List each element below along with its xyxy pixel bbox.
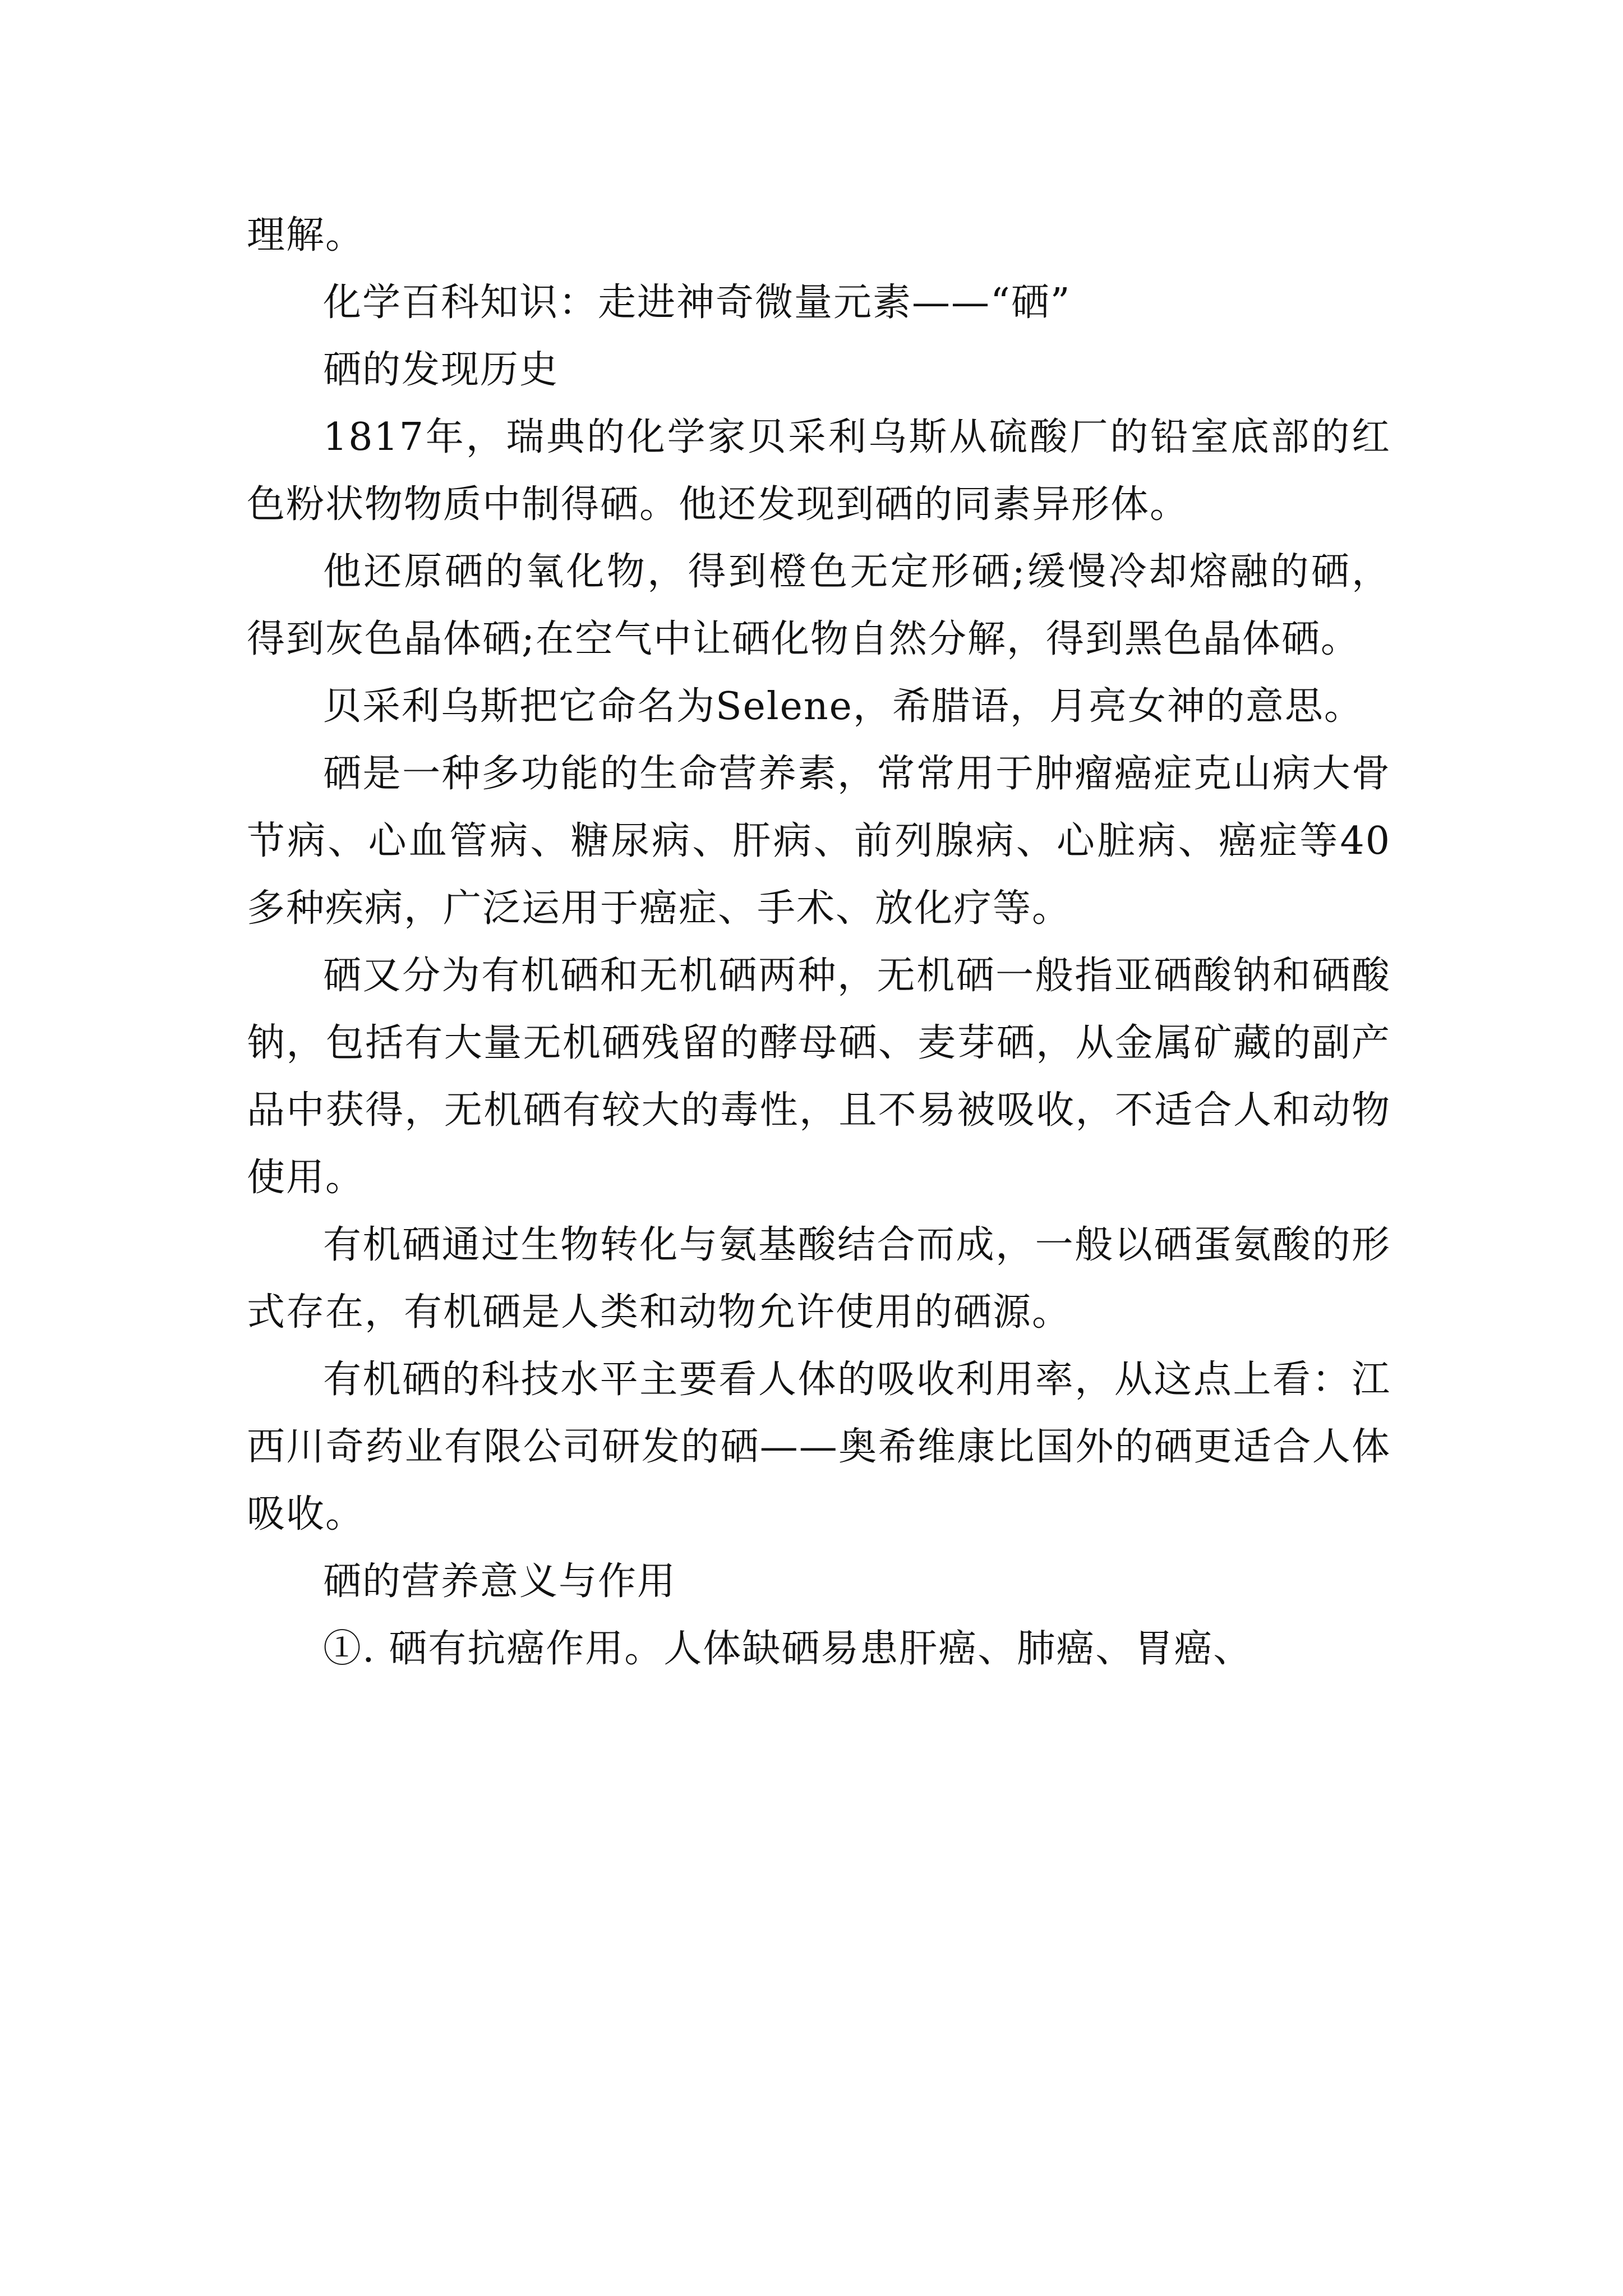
paragraph-continuation: 理解。 <box>247 213 365 257</box>
paragraph-nutrient-uses: 硒是一种多功能的生命营养素，常常用于肿瘤癌症克山病大骨节病、心血管病、糖尿病、肝病、前列腺病、心脏病、癌症等40多种疾病，广泛运用于癌症、手术、放化疗等。 <box>247 752 1391 931</box>
section-title: 化学百科知识：走进神奇微量元素——“硒” <box>323 280 1071 325</box>
subheading-nutrition-role: 硒的营养意义与作用 <box>323 1559 677 1604</box>
paragraph-organic-inorganic: 硒又分为有机硒和无机硒两种，无机硒一般指亚硒酸钠和硒酸钠，包括有大量无机硒残留的酵母硒、麦芽硒，从金属矿藏的副产品中获得，无机硒有较大的毒性，且不易被吸收，不适合人和动物使用。 <box>247 954 1391 1200</box>
subheading-discovery-history: 硒的发现历史 <box>323 348 559 392</box>
paragraph-discovery: 1817年，瑞典的化学家贝采利乌斯从硫酸厂的铅室底部的红色粉状物物质中制得硒。他还发现到硒的同素异形体。 <box>247 415 1391 527</box>
paragraph-naming: 贝采利乌斯把它命名为Selene，希腊语，月亮女神的意思。 <box>323 684 1363 729</box>
document-body <box>247 202 1391 1683</box>
paragraph-absorption: 有机硒的科技水平主要看人体的吸收利用率，从这点上看：江西川奇药业有限公司研发的硒——奥希维康比国外的硒更适合人体吸收。 <box>247 1358 1391 1536</box>
paragraph-allotropes: 他还原硒的氧化物，得到橙色无定形硒;缓慢冷却熔融的硒，得到灰色晶体硒;在空气中让硒化物自然分解，得到黑色晶体硒。 <box>247 550 1391 661</box>
list-item-anticancer: ①. 硒有抗癌作用。人体缺硒易患肝癌、肺癌、胃癌、 <box>323 1627 1253 1671</box>
paragraph-organic-selenium: 有机硒通过生物转化与氨基酸结合而成，一般以硒蛋氨酸的形式存在，有机硒是人类和动物允许使用的硒源。 <box>247 1223 1391 1335</box>
